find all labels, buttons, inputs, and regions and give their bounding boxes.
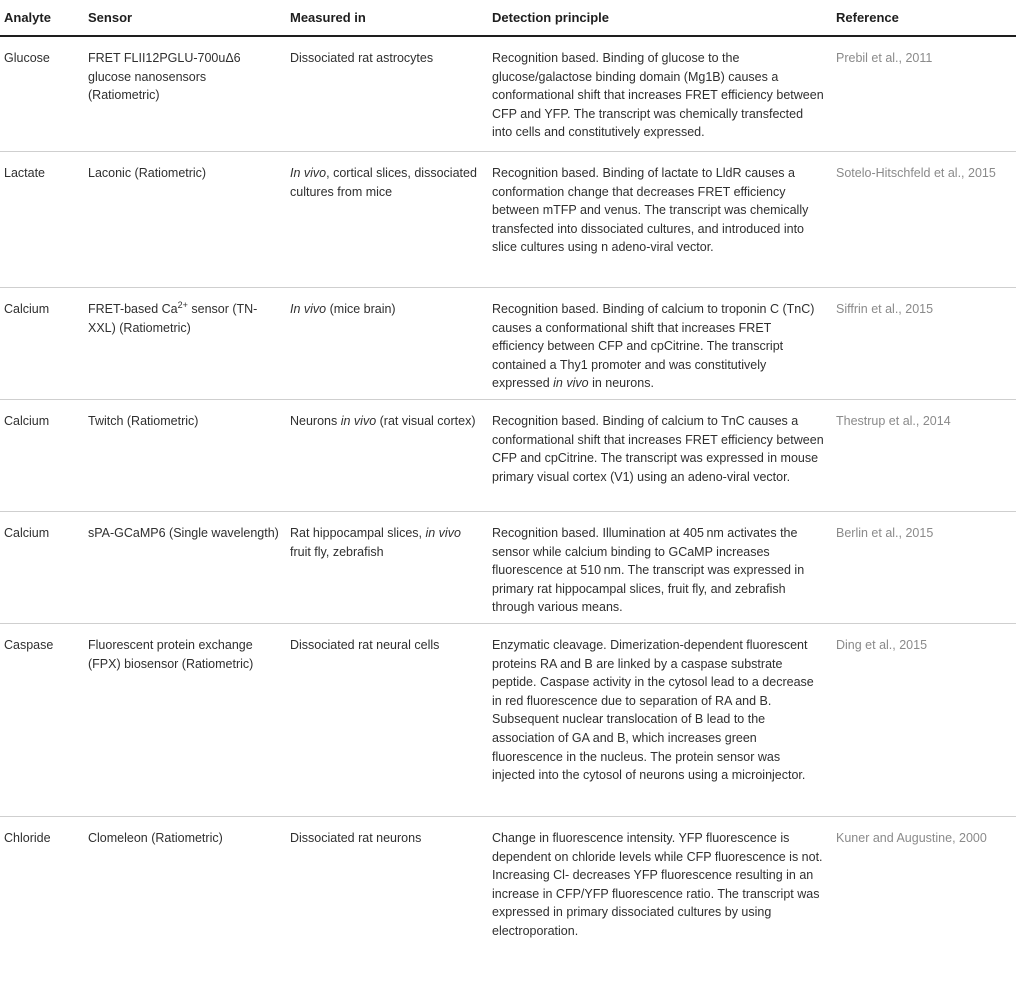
measured-in-italic: in vivo [340, 414, 377, 428]
sensor-cell: Laconic (Ratiometric) [84, 152, 286, 288]
measured-in-text-rest: (rat visual cortex) [376, 414, 476, 428]
table-row [0, 400, 1016, 512]
sensor-text-rest: sensor (TN-XXL) (Ratiometric) [88, 302, 258, 335]
analyte-cell: Chloride [4, 831, 51, 845]
sensor-cell: Twitch (Ratiometric) [84, 400, 286, 512]
measured-in-cell [286, 152, 488, 288]
measured-in-text: Neurons [290, 414, 341, 428]
analyte-cell: Lactate [0, 152, 84, 288]
measured-in-text: , cortical slices, dissociated cultures from mice [290, 166, 477, 199]
principle-italic: in vivo [553, 376, 589, 391]
reference-cell: Berlin et al., 2015 [832, 512, 1016, 624]
measured-in-text-rest: fruit fly, zebrafish [290, 544, 384, 559]
detection-principle-cell: Recognition based. Illumination at 405 nm activates the sensor while calcium binding to GCaMP increases fluorescence at 510 nm. The transcript was expressed in primary rat hippocampal slices, fruit fly, and zebrafish through various means. [488, 512, 832, 624]
table-body [0, 36, 1016, 959]
measured-in-italic: in vivo [425, 526, 461, 540]
table-row [0, 152, 1016, 288]
sensor-text: FRET-based Ca [88, 302, 178, 316]
header-detection-principle: Detection principle [488, 0, 832, 36]
detection-principle-cell [488, 288, 832, 400]
sensor-cell [84, 288, 286, 400]
principle-text-rest: in neurons. [588, 376, 654, 391]
measured-in-cell [286, 400, 488, 512]
measured-in-cell: Dissociated rat astrocytes [286, 36, 488, 152]
table-header [0, 0, 1016, 36]
sensor-cell: Fluorescent protein exchange (FPX) biosensor (Ratiometric) [84, 624, 286, 817]
header-analyte: Analyte [0, 0, 84, 36]
table-row [0, 288, 1016, 400]
measured-in-text: Rat hippocampal slices, [290, 526, 426, 540]
measured-in-cell: Dissociated rat neurons [290, 831, 422, 845]
detection-principle-cell: Recognition based. Binding of lactate to LldR causes a conformation change that decreases FRET efficiency between mTFP and venus. The transcript was chemically transfected into dissociated cultures, and introduced into slice cultures using n adeno-viral vector. [488, 152, 832, 288]
reference-cell: Prebil et al., 2011 [832, 36, 1016, 152]
detection-principle-cell: Recognition based. Binding of calcium to TnC causes a conformational shift that increases FRET efficiency between CFP and cpCitrine. The transcript was expressed in mouse primary visual cortex (V1) using an adeno-viral vector. [488, 400, 832, 512]
measured-in-cell: Dissociated rat neural cells [286, 624, 488, 817]
reference-cell: Ding et al., 2015 [832, 624, 1016, 817]
reference-cell: Siffrin et al., 2015 [832, 288, 1016, 400]
detection-principle-cell: Enzymatic cleavage. Dimerization-dependent fluorescent proteins RA and B are linked by a caspase substrate peptide. Caspase activity in the cytosol lead to a decrease in red fluorescence due to separation of RA and B. Subsequent nuclear translocation of B lead to the association of GA and B, which increases green fluorescence in the nucleus. The protein sensor was injected into the cytosol of neurons using a microinjector. [488, 624, 832, 817]
sensor-superscript: 2+ [177, 299, 188, 310]
sensor-cell: Clomeleon (Ratiometric) [88, 831, 223, 845]
header-reference: Reference [832, 0, 1016, 36]
sensor-cell: sPA-GCaMP6 (Single wavelength) [84, 512, 286, 624]
analyte-cell: Caspase [0, 624, 84, 817]
table-row [0, 512, 1016, 624]
analyte-cell: Calcium [0, 400, 84, 512]
measured-in-italic: In vivo [290, 166, 327, 180]
header-sensor: Sensor [84, 0, 286, 36]
table-row [0, 624, 1016, 817]
measured-in-cell [286, 288, 488, 400]
analyte-cell: Calcium [0, 288, 84, 400]
header-measured-in: Measured in [286, 0, 488, 36]
reference-cell: Thestrup et al., 2014 [832, 400, 1016, 512]
analyte-cell: Glucose [0, 36, 84, 152]
measured-in-text: (mice brain) [326, 302, 396, 316]
reference-cell: Sotelo-Hitschfeld et al., 2015 [832, 152, 1016, 288]
measured-in-italic: In vivo [290, 302, 327, 316]
reference-cell: Kuner and Augustine, 2000 [836, 831, 987, 845]
measured-in-cell [286, 512, 488, 624]
detection-principle-cell: Recognition based. Binding of glucose to the glucose/galactose binding domain (Mg1B) causes a conformational shift that increases FRET efficiency between CFP and YFP. The transcript was chemically transfected into cells and constitutively expressed. [488, 36, 832, 152]
sensor-cell: FRET FLII12PGLU-700uΔ6 glucose nanosensors (Ratiometric) [84, 36, 286, 152]
table-row [0, 817, 1016, 960]
detection-principle-cell: Change in fluorescence intensity. YFP fluorescence is dependent on chloride levels while CFP fluorescence is not. Increasing Cl- decreases YFP fluorescence resulting in an increase in CFP/YFP fluorescence ratio. The transcript was expressed in primary dissociated cultures by using electroporation. [492, 831, 823, 938]
principle-text: Recognition based. Binding of calcium to troponin C (TnC) causes a conformational shift that increases FRET efficiency between CFP and cpCitrine. The transcript contained a Thy1 promoter and was constitutively expressed [492, 302, 815, 391]
analyte-cell: Calcium [0, 512, 84, 624]
table-row [0, 36, 1016, 152]
header-row [0, 0, 1016, 36]
